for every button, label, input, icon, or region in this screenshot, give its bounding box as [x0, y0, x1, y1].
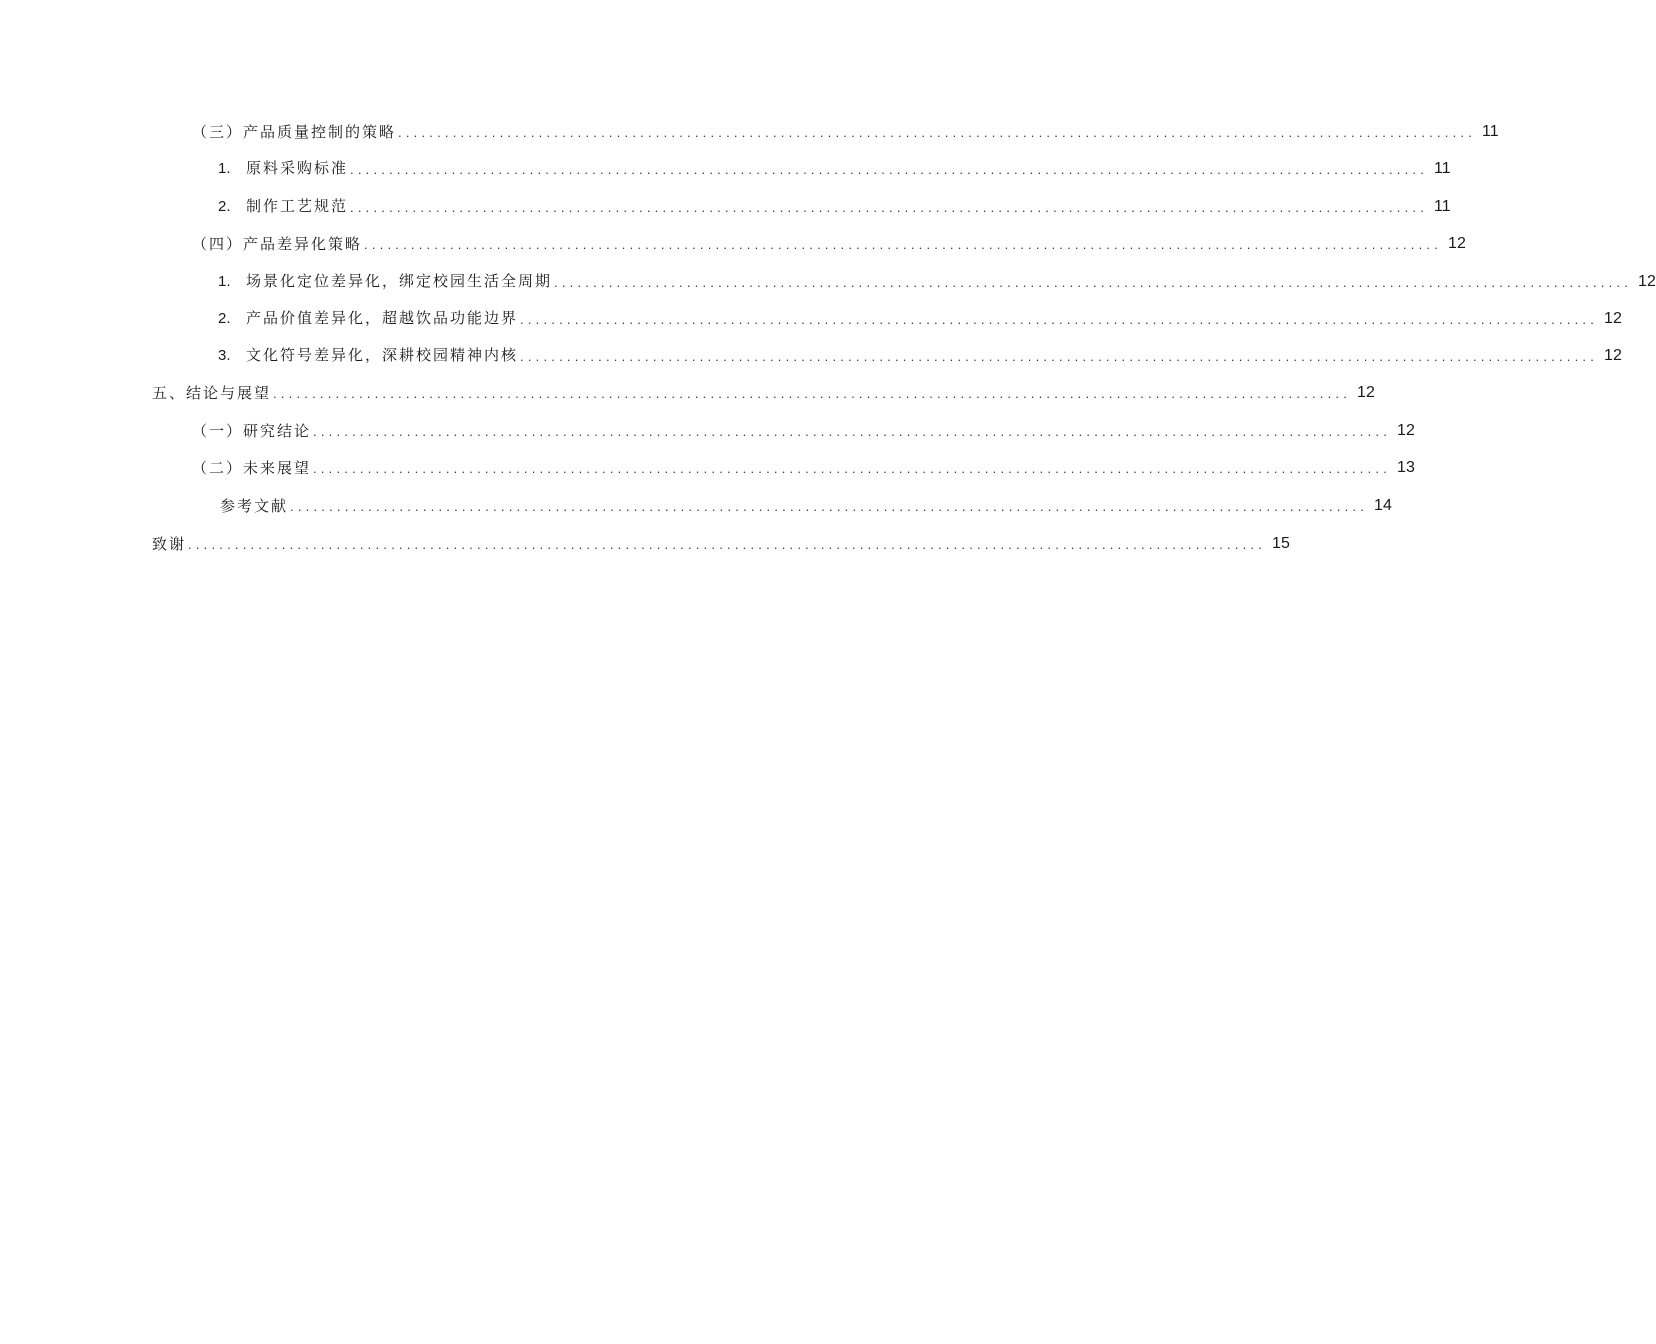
toc-page-number: 13	[1397, 459, 1415, 476]
dot-leader: ..........................................................................................................................................	[313, 424, 1392, 439]
toc-entry-text: 制作工艺规范	[246, 197, 349, 215]
toc-page-number: 11	[1434, 160, 1451, 177]
toc-entry-text: 文化符号差异化，深耕校园精神内核	[246, 346, 519, 364]
toc-entry[interactable]	[152, 381, 1375, 405]
dot-leader: ..........................................................................................................................................	[313, 461, 1392, 476]
dot-leader: ..........................................................................................................................................	[398, 125, 1477, 140]
toc-entry-label	[218, 343, 518, 368]
toc-entry[interactable]	[218, 344, 1622, 368]
toc-page-number: 12	[1604, 310, 1622, 327]
toc-page-number: 12	[1397, 422, 1415, 439]
toc-page-number: 14	[1374, 497, 1392, 514]
toc-entry-label: （三）产品质量控制的策略	[192, 123, 397, 141]
toc-entry-number: 1.	[218, 160, 231, 177]
toc-entry[interactable]	[192, 232, 1466, 256]
toc-entry-text: 场景化定位差异化，绑定校园生活全周期	[246, 272, 553, 290]
toc-entry[interactable]	[218, 157, 1451, 181]
toc-entry[interactable]	[192, 120, 1499, 144]
toc-entry-label	[218, 156, 348, 181]
toc-entry-number: 2.	[218, 198, 231, 215]
toc-page-number: 12	[1357, 384, 1375, 401]
toc-entry-label: 致谢	[152, 535, 187, 553]
toc-entry-text: 原料采购标准	[246, 159, 349, 177]
toc-entry-label: （一）研究结论	[192, 422, 312, 440]
toc-entry[interactable]	[218, 307, 1622, 331]
toc-page-number: 11	[1434, 198, 1451, 215]
toc-page-number: 12	[1448, 235, 1466, 252]
toc-entry-label	[218, 194, 348, 219]
dot-leader: ..........................................................................................................................................	[273, 386, 1352, 401]
toc-entry-label: 参考文献	[220, 497, 289, 515]
dot-leader: ..........................................................................................................................................	[290, 499, 1369, 514]
toc-entry-label	[218, 269, 552, 294]
dot-leader: ..........................................................................................................................................	[350, 162, 1429, 177]
toc-entry-label	[218, 306, 518, 331]
toc-entry-text: 产品价值差异化，超越饮品功能边界	[246, 309, 519, 327]
toc-page-number: 15	[1272, 535, 1290, 552]
toc-entry[interactable]	[218, 195, 1451, 219]
dot-leader: ..........................................................................................................................................	[364, 237, 1443, 252]
toc-entry[interactable]	[152, 532, 1290, 556]
dot-leader: ..........................................................................................................................................	[520, 349, 1599, 364]
dot-leader: ..........................................................................................................................................	[188, 537, 1267, 552]
toc-page-number: 11	[1482, 123, 1499, 140]
toc-entry-number: 3.	[218, 347, 231, 364]
toc-entry[interactable]	[192, 456, 1415, 480]
toc-entry[interactable]	[192, 419, 1415, 443]
toc-page-number: 12	[1604, 347, 1622, 364]
toc-entry-number: 1.	[218, 273, 231, 290]
toc-entry-label: 五、结论与展望	[152, 384, 272, 402]
toc-entry-number: 2.	[218, 310, 231, 327]
dot-leader: ..........................................................................................................................................	[554, 275, 1633, 290]
toc-entry-label: （二）未来展望	[192, 459, 312, 477]
toc-entry[interactable]	[218, 270, 1656, 294]
toc-entry[interactable]	[220, 494, 1392, 518]
dot-leader: ..........................................................................................................................................	[350, 200, 1429, 215]
toc-entry-label: （四）产品差异化策略	[192, 235, 363, 253]
toc-page-number: 12	[1638, 273, 1656, 290]
dot-leader: ..........................................................................................................................................	[520, 312, 1599, 327]
